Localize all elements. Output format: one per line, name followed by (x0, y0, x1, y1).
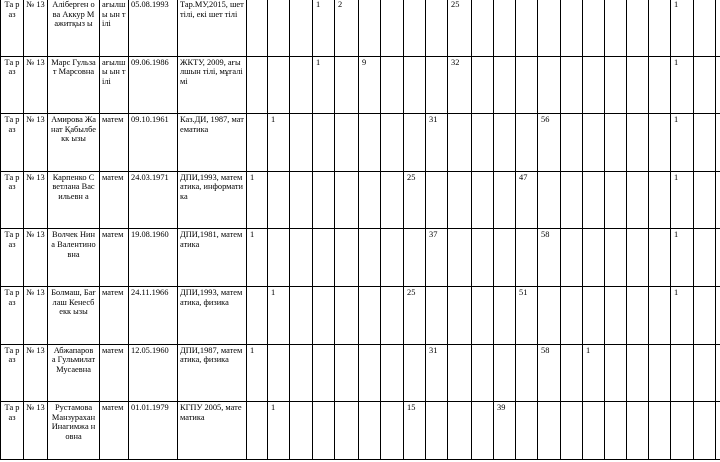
table-cell (313, 402, 335, 460)
table-cell (335, 344, 359, 402)
table-cell: 1 (247, 344, 268, 402)
table-cell: 15 (404, 402, 426, 460)
table-cell: Марс Гульзат Марсовна (48, 56, 100, 114)
table-cell: ДПИ,1981, математика (178, 229, 247, 287)
table-cell (561, 171, 583, 229)
table-cell: 1 (671, 114, 694, 172)
table-cell (627, 229, 649, 287)
table-cell: Болмаш, Бағлаш Кенесбекк ызы (48, 286, 100, 344)
table-cell (494, 286, 516, 344)
table-cell (538, 171, 561, 229)
table-cell (671, 402, 694, 460)
table-cell (335, 229, 359, 287)
table-cell (290, 286, 313, 344)
table-cell (247, 402, 268, 460)
table-cell: 1 (268, 402, 290, 460)
table-cell: Тар.МУ,2015, шет тілі, екі шет тілі (178, 0, 247, 56)
table-cell (247, 114, 268, 172)
table-cell (649, 402, 671, 460)
table-cell (538, 286, 561, 344)
table-cell: 01.01.1979 (129, 402, 178, 460)
table-cell: 39 (494, 402, 516, 460)
table-cell (313, 286, 335, 344)
table-cell (448, 344, 472, 402)
table-cell (716, 114, 720, 172)
table-cell: Та раз (1, 0, 24, 56)
table-cell: Та раз (1, 402, 24, 460)
table-cell (605, 171, 627, 229)
table-cell (627, 0, 649, 56)
table-cell (268, 344, 290, 402)
table-cell (313, 171, 335, 229)
table-cell: 1 (313, 56, 335, 114)
table-cell: 1 (671, 229, 694, 287)
table-cell: Та раз (1, 286, 24, 344)
table-cell: № 13 (24, 0, 48, 56)
table-cell (247, 286, 268, 344)
table-cell (381, 344, 404, 402)
table-cell (290, 0, 313, 56)
table-cell (583, 114, 605, 172)
table-cell: № 13 (24, 229, 48, 287)
table-cell (359, 0, 381, 56)
table-cell (472, 402, 494, 460)
table-cell: 58 (538, 229, 561, 287)
table-cell: 05.08.1993 (129, 0, 178, 56)
table-cell: ағылшы ын тілі (100, 56, 129, 114)
table-cell (448, 229, 472, 287)
table-cell (627, 344, 649, 402)
table-cell (290, 114, 313, 172)
table-cell: № 13 (24, 344, 48, 402)
table-cell (404, 56, 426, 114)
table-cell (448, 402, 472, 460)
table-cell (605, 402, 627, 460)
table-cell: 1 (583, 344, 605, 402)
table-row (1, 344, 720, 402)
table-cell: 37 (426, 229, 448, 287)
table-cell (716, 0, 720, 56)
table-cell (561, 0, 583, 56)
table-cell: 1 (247, 171, 268, 229)
table-cell: 25 (404, 286, 426, 344)
table-cell (583, 286, 605, 344)
table-cell: 1 (313, 0, 335, 56)
table-cell (290, 402, 313, 460)
table-cell (268, 56, 290, 114)
table-cell (583, 402, 605, 460)
table-cell: 1 (671, 0, 694, 56)
table-cell (716, 286, 720, 344)
table-cell: Каз.ДИ, 1987, математика (178, 114, 247, 172)
table-cell: Абжапаров а Гульмилат Мусаевна (48, 344, 100, 402)
table-cell (561, 56, 583, 114)
table-cell (716, 229, 720, 287)
table-cell (472, 0, 494, 56)
table-cell: Амирова Жанат Қабылбекк ызы (48, 114, 100, 172)
table-cell: 9 (359, 56, 381, 114)
table-cell (426, 171, 448, 229)
table-cell: Та раз (1, 344, 24, 402)
table-cell: 25 (448, 0, 472, 56)
table-cell (426, 0, 448, 56)
table-cell (516, 0, 538, 56)
table-cell (448, 171, 472, 229)
table-cell: матем (100, 229, 129, 287)
table-cell (381, 114, 404, 172)
table-cell (494, 171, 516, 229)
table-cell (268, 171, 290, 229)
table-cell: 51 (516, 286, 538, 344)
table-cell (694, 114, 716, 172)
table-cell (381, 56, 404, 114)
table-cell: 25 (404, 171, 426, 229)
table-cell (516, 402, 538, 460)
table-row (1, 114, 720, 172)
table-cell (404, 229, 426, 287)
table-cell (716, 344, 720, 402)
table-body (1, 0, 720, 459)
table-cell: ЖКТУ, 2009, ағылшын тілі, мұғалімі (178, 56, 247, 114)
table-cell (649, 344, 671, 402)
table-cell: 1 (268, 286, 290, 344)
table-cell (583, 0, 605, 56)
table-cell (694, 229, 716, 287)
table-cell (268, 0, 290, 56)
table-cell: Та раз (1, 56, 24, 114)
table-cell: № 13 (24, 402, 48, 460)
table-cell (561, 286, 583, 344)
table-cell: Карпенко Светлана Васильевн а (48, 171, 100, 229)
table-cell (583, 171, 605, 229)
table-cell (313, 344, 335, 402)
table-cell: ДПИ,1987, математика, физика (178, 344, 247, 402)
table-cell (561, 229, 583, 287)
table-cell (359, 344, 381, 402)
table-cell: ДПИ,1993, математика, информатика (178, 171, 247, 229)
table-cell: матем (100, 114, 129, 172)
table-cell: матем (100, 171, 129, 229)
table-cell (448, 114, 472, 172)
table-cell: 24.11.1966 (129, 286, 178, 344)
table-cell (335, 56, 359, 114)
table-cell (694, 286, 716, 344)
table-cell (335, 114, 359, 172)
table-cell (494, 229, 516, 287)
table-cell (605, 114, 627, 172)
table-cell (605, 229, 627, 287)
table-cell (627, 56, 649, 114)
table-cell (313, 229, 335, 287)
table-row (1, 402, 720, 460)
table-cell: 1 (671, 56, 694, 114)
table-cell (716, 402, 720, 460)
table-cell: 19.08.1960 (129, 229, 178, 287)
table-cell (538, 402, 561, 460)
table-cell: № 13 (24, 171, 48, 229)
table-cell (381, 229, 404, 287)
table-cell (404, 344, 426, 402)
table-cell: 31 (426, 344, 448, 402)
table-cell (605, 344, 627, 402)
table-cell: 24.03.1971 (129, 171, 178, 229)
table-cell (649, 286, 671, 344)
table-cell: 1 (671, 286, 694, 344)
table-cell (605, 286, 627, 344)
table-cell (313, 114, 335, 172)
table-cell (516, 114, 538, 172)
table-cell (605, 56, 627, 114)
table-cell (290, 56, 313, 114)
table-cell: 1 (671, 171, 694, 229)
table-cell (381, 0, 404, 56)
table-cell (290, 344, 313, 402)
table-cell: матем (100, 286, 129, 344)
table-cell (561, 402, 583, 460)
table-cell (290, 171, 313, 229)
table-cell (694, 171, 716, 229)
table-cell: Рустамова Манзурахан Инагимжа новна (48, 402, 100, 460)
table-cell (290, 229, 313, 287)
table-cell: 47 (516, 171, 538, 229)
table-cell (494, 114, 516, 172)
table-cell (627, 286, 649, 344)
table-cell: КГПУ 2005, математика (178, 402, 247, 460)
table-cell (494, 344, 516, 402)
table-cell: Та раз (1, 114, 24, 172)
table-cell: 58 (538, 344, 561, 402)
table-cell (649, 114, 671, 172)
table-cell (694, 402, 716, 460)
table-cell: Аліберген ова Аккур Мажитқыз ы (48, 0, 100, 56)
table-cell (359, 171, 381, 229)
table-cell: № 13 (24, 286, 48, 344)
table-cell (359, 286, 381, 344)
table-cell (426, 286, 448, 344)
table-cell (649, 171, 671, 229)
table-cell (538, 0, 561, 56)
table-cell: матем (100, 402, 129, 460)
table-cell (247, 56, 268, 114)
table-cell: 1 (247, 229, 268, 287)
table-cell (381, 402, 404, 460)
table-cell (359, 114, 381, 172)
table-cell (494, 56, 516, 114)
table-cell (716, 171, 720, 229)
table-cell: 56 (538, 114, 561, 172)
table-cell (404, 114, 426, 172)
table-cell (381, 286, 404, 344)
table-cell: Волчек Нина Валентино вна (48, 229, 100, 287)
table-cell (516, 229, 538, 287)
table-cell (649, 56, 671, 114)
table-cell (694, 0, 716, 56)
table-cell (627, 171, 649, 229)
table-cell (472, 56, 494, 114)
table-cell (605, 0, 627, 56)
table-cell: 12.05.1960 (129, 344, 178, 402)
table-cell (472, 114, 494, 172)
table-cell: Та раз (1, 229, 24, 287)
table-cell (404, 0, 426, 56)
table-cell (381, 171, 404, 229)
table-cell (583, 56, 605, 114)
table-row (1, 0, 720, 56)
table-cell (448, 286, 472, 344)
table-cell (516, 56, 538, 114)
table-cell: Та раз (1, 171, 24, 229)
table-cell (247, 0, 268, 56)
table-cell (268, 229, 290, 287)
table-cell (538, 56, 561, 114)
table-cell: 09.10.1961 (129, 114, 178, 172)
table-cell (561, 344, 583, 402)
table-row (1, 286, 720, 344)
table-row (1, 56, 720, 114)
table-cell (561, 114, 583, 172)
table-cell (359, 402, 381, 460)
table-cell: № 13 (24, 56, 48, 114)
table-cell (472, 344, 494, 402)
table-cell: 32 (448, 56, 472, 114)
table-cell (694, 56, 716, 114)
table-cell (649, 229, 671, 287)
table-cell (359, 229, 381, 287)
table-cell (472, 229, 494, 287)
table-row (1, 229, 720, 287)
table-cell: 2 (335, 0, 359, 56)
table-cell: 1 (268, 114, 290, 172)
table-cell (335, 171, 359, 229)
table-cell (494, 0, 516, 56)
table-cell (716, 56, 720, 114)
table-cell (627, 114, 649, 172)
table-cell: матем (100, 344, 129, 402)
table-row (1, 171, 720, 229)
table-cell (694, 344, 716, 402)
table-cell (627, 402, 649, 460)
table-cell (335, 402, 359, 460)
table-cell (472, 171, 494, 229)
table-cell (583, 229, 605, 287)
table-cell: № 13 (24, 114, 48, 172)
table-cell (426, 56, 448, 114)
table-cell (649, 0, 671, 56)
table-cell (426, 402, 448, 460)
table-cell (671, 344, 694, 402)
table-cell (516, 344, 538, 402)
table-cell (335, 286, 359, 344)
table-cell (472, 286, 494, 344)
table-cell: ДПИ,1993, математика, физика (178, 286, 247, 344)
table-cell: 09.06.1986 (129, 56, 178, 114)
table-cell: 31 (426, 114, 448, 172)
table-cell: ағылшы ын тілі (100, 0, 129, 56)
